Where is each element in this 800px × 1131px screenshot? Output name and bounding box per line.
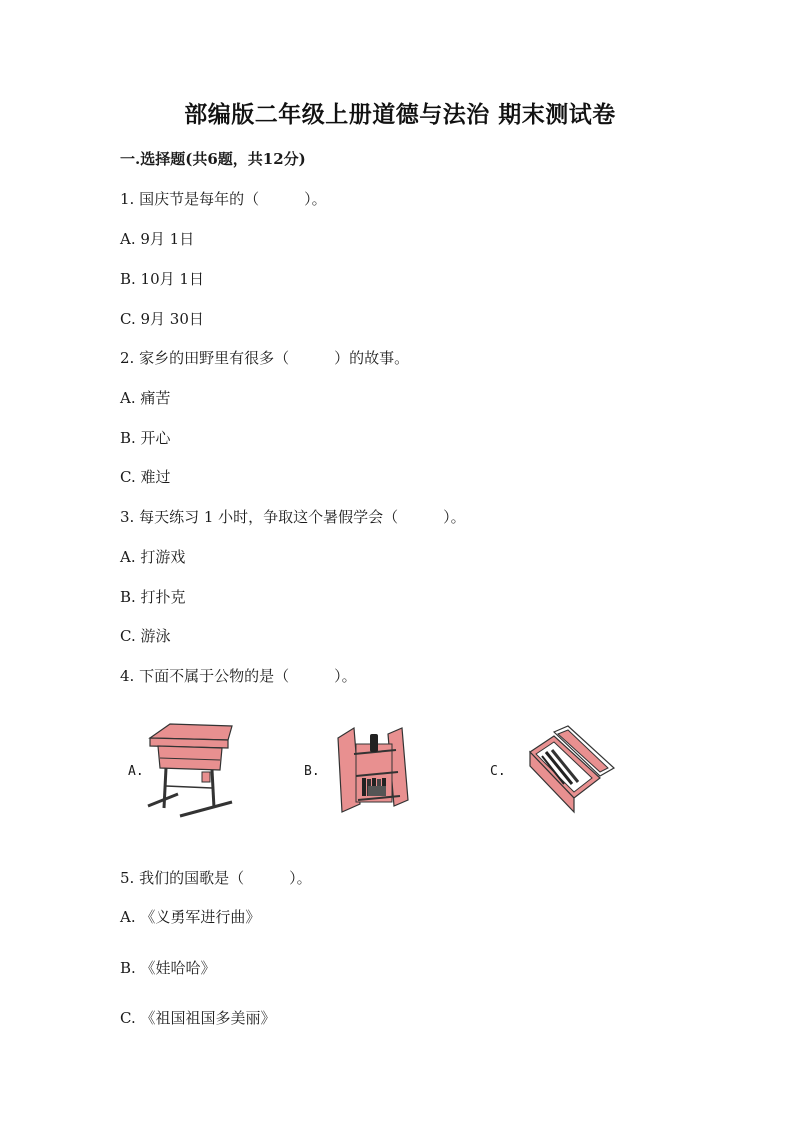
- question-3-option-c: C. 游泳: [120, 627, 171, 645]
- question-4-option-a-label: A.: [128, 764, 144, 779]
- question-3-option-a: A. 打游戏: [120, 548, 186, 566]
- question-5-option-a: A. 《义勇军进行曲》: [120, 908, 261, 926]
- question-2-option-b: B. 开心: [120, 429, 171, 447]
- question-4-option-c-label: C.: [490, 764, 506, 779]
- question-1-option-b: B. 10月 1日: [120, 270, 204, 288]
- question-2-option-a: A. 痛苦: [120, 389, 171, 407]
- question-3-option-b: B. 打扑克: [120, 588, 186, 606]
- question-1-stem: 1. 国庆节是每年的（ ）。: [120, 190, 327, 208]
- question-4-stem: 4. 下面不属于公物的是（ ）。: [120, 667, 357, 685]
- page-title: 部编版二年级上册道德与法治 期末测试卷: [184, 101, 616, 128]
- question-5-option-c: C. 《祖国祖国多美丽》: [120, 1009, 276, 1027]
- pencil-case-icon: [524, 722, 616, 818]
- school-desk-icon: [140, 716, 240, 826]
- question-2-option-c: C. 难过: [120, 468, 171, 486]
- question-1-option-c: C. 9月 30日: [120, 310, 204, 328]
- section-heading: 一.选择题(共6题，共12分): [120, 150, 306, 168]
- question-5-option-b: B. 《娃哈哈》: [120, 959, 216, 977]
- bookshelf-icon: [326, 724, 416, 814]
- question-4-option-b-label: B.: [304, 764, 320, 779]
- question-3-stem: 3. 每天练习 1 小时，争取这个暑假学会（ ）。: [120, 508, 466, 526]
- question-5-stem: 5. 我们的国歌是（ ）。: [120, 869, 312, 887]
- question-1-option-a: A. 9月 1日: [120, 230, 195, 248]
- question-2-stem: 2. 家乡的田野里有很多（ ）的故事。: [120, 349, 410, 367]
